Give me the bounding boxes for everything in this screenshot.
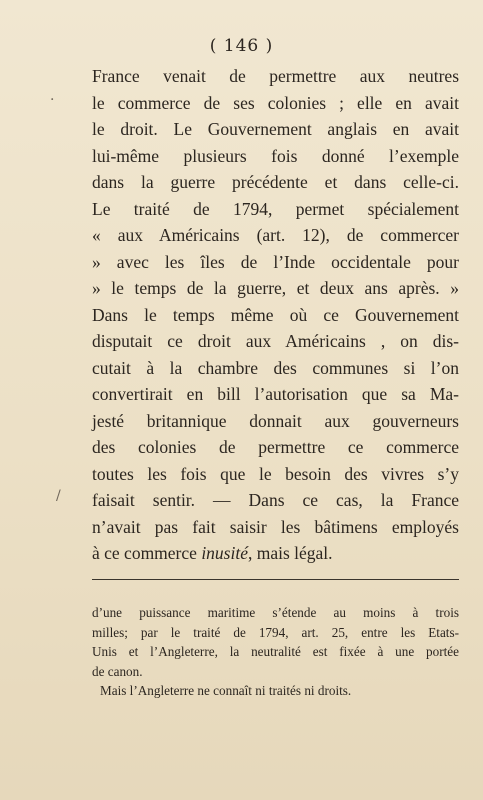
footnote-line: Mais l’Angleterre ne connaît ni traités ni droits. xyxy=(100,683,352,698)
body-line: dans la guerre précédente et dans celle-ci. xyxy=(92,172,459,192)
body-line: le commerce de ses colonies ; elle en avait xyxy=(92,92,459,113)
body-line: convertirait en bill l’autorisation que sa Ma- xyxy=(92,384,459,404)
footnote-line: d’une puissance maritime s’étende au moins à trois xyxy=(92,605,459,620)
body-line: faisait sentir. — Dans ce cas, la France xyxy=(92,490,459,510)
body-line: le droit. Le Gouvernement anglais en avait xyxy=(92,119,459,139)
footnote-rule xyxy=(92,579,459,580)
page-number: ( 146 ) xyxy=(209,36,274,56)
body-line: n’avait pas fait saisir les bâtimens employés xyxy=(92,516,459,537)
body-line: à ce commerce inusité, mais légal. xyxy=(92,543,333,563)
footnote-line: de canon. xyxy=(92,663,143,679)
body-line: disputait ce droit aux Américains , on dis- xyxy=(92,331,459,351)
footnotes xyxy=(92,603,459,701)
body-line: Le traité de 1794, permet spécialement xyxy=(92,198,459,219)
body-line: » avec les îles de l’Inde occidentale pour xyxy=(92,251,459,272)
body-line: France venait de permettre aux neutres xyxy=(92,66,459,86)
body-line: » le temps de la guerre, et deux ans après. » xyxy=(92,278,459,298)
body-line: toutes les fois que le besoin des vivres s’y xyxy=(92,463,459,484)
body-line: « aux Américains (art. 12), de commercer xyxy=(92,225,459,245)
body-text xyxy=(92,63,459,567)
margin-mark: / xyxy=(56,488,61,504)
footnote-line: milles; par le traité de 1794, art. 25, entre les Etats- xyxy=(92,624,459,640)
body-line: cutait à la chambre des communes si l’on xyxy=(92,357,459,378)
body-line: des colonies de permettre ce commerce xyxy=(92,437,459,457)
margin-mark: · xyxy=(50,92,55,108)
body-line: Dans le temps même où ce Gouvernement xyxy=(92,304,459,325)
body-line: jesté britannique donnait aux gouverneurs xyxy=(92,410,459,431)
body-line: lui-même plusieurs fois donné l’exemple xyxy=(92,145,459,166)
italic-word: inusité xyxy=(201,543,248,563)
footnote-line: Unis et l’Angleterre, la neutralité est fixée à une portée xyxy=(92,644,459,659)
